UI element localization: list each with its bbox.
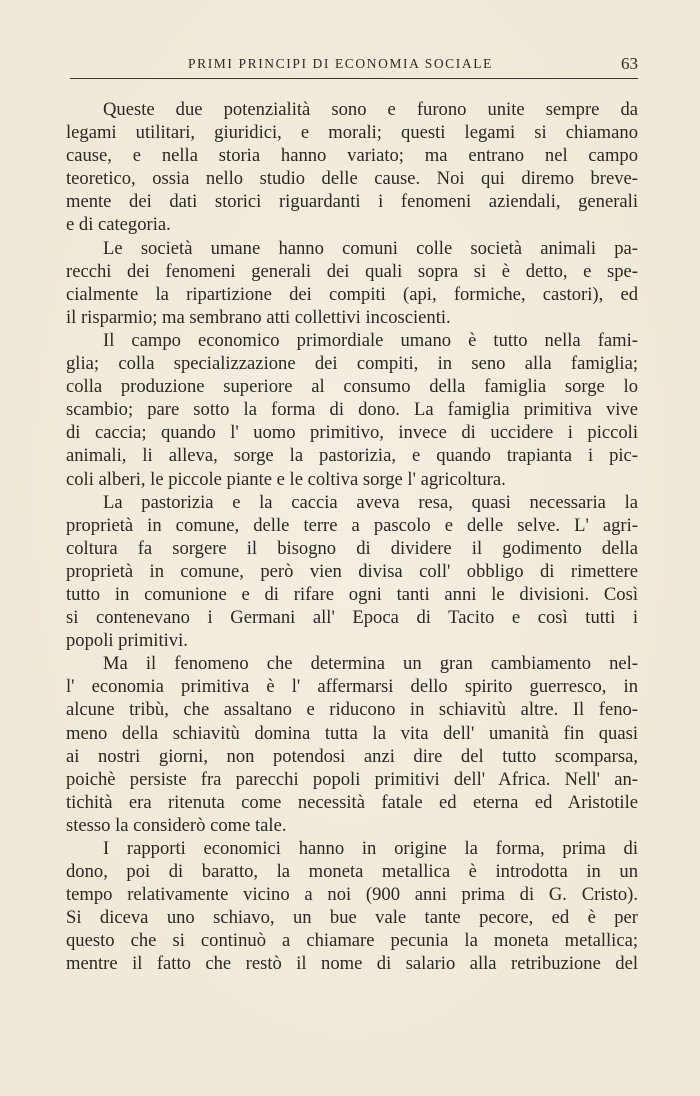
- page-number: 63: [621, 54, 638, 73]
- text-line: mentre il fatto che restò il nome di salario alla retribuzione del: [66, 953, 638, 975]
- text-line: scambio; pare sotto la forma di dono. La famiglia primitiva vive: [66, 399, 638, 421]
- text-line: Si diceva uno schiavo, un bue vale tante pecore, ed è per: [66, 907, 638, 929]
- header-rule: [70, 78, 638, 79]
- running-title: PRIMI PRINCIPI DI ECONOMIA SOCIALE: [188, 56, 493, 71]
- body-text: [66, 98, 638, 976]
- text-line: tutto in comunione e di rifare ogni tanti anni le divisioni. Così: [66, 583, 638, 605]
- text-line: l' economia primitiva è l' affermarsi dello spirito guerresco, in: [66, 676, 638, 698]
- text-line: alcune tribù, che assaltano e riducono in schiavitù altre. Il feno-: [66, 699, 638, 721]
- text-line: di caccia; quando l' uomo primitivo, invece di uccidere i piccoli: [66, 422, 638, 444]
- text-line: dono, poi di baratto, la moneta metallica è introdotta in un: [66, 861, 638, 883]
- text-line: legami utilitari, giuridici, e morali; questi legami si chiamano: [66, 122, 638, 144]
- text-line: Le società umane hanno comuni colle società animali pa-: [103, 237, 638, 259]
- text-line: La pastorizia e la caccia aveva resa, quasi necessaria la: [103, 491, 638, 513]
- text-line: ai nostri giorni, non potendosi anzi dire del tutto scomparsa,: [66, 745, 638, 767]
- text-line: cialmente la ripartizione dei compiti (api, formiche, castori), ed: [66, 283, 638, 305]
- text-line: proprietà in comune, delle terre a pascolo e delle selve. L' agri-: [66, 514, 638, 536]
- text-line: I rapporti economici hanno in origine la forma, prima di: [103, 838, 638, 859]
- text-line: e di categoria.: [66, 214, 171, 236]
- text-line: stesso la considerò come tale.: [66, 814, 287, 836]
- text-line: tichità era ritenuta come necessità fatale ed eterna ed Aristotile: [66, 791, 638, 813]
- text-line: cause, e nella storia hanno variato; ma entrano nel campo: [66, 145, 638, 167]
- text-line: animali, li alleva, sorge la pastorizia, e quando trapianta i pic-: [66, 445, 638, 467]
- text-line: teoretico, ossia nello studio delle cause. Noi qui diremo breve-: [66, 168, 638, 190]
- text-line: questo che si continuò a chiamare pecunia la moneta metallica;: [66, 930, 638, 952]
- text-line: poichè persiste fra parecchi popoli primitivi dell' Africa. Nell' an-: [66, 768, 638, 790]
- text-line: mente dei dati storici riguardanti i fenomeni aziendali, generali: [66, 191, 638, 213]
- running-head: [70, 54, 638, 76]
- text-line: Queste due potenzialità sono e furono unite sempre da: [103, 99, 638, 120]
- text-line: Il campo economico primordiale umano è tutto nella fami-: [103, 329, 638, 351]
- text-line: il risparmio; ma sembrano atti collettivi incoscienti.: [66, 306, 451, 328]
- text-line: meno della schiavitù domina tutta la vita dell' umanità fin quasi: [66, 722, 638, 744]
- text-line: proprietà in comune, però vien divisa coll' obbligo di rimettere: [66, 560, 638, 582]
- text-line: coltura fa sorgere il bisogno di dividere il godimento della: [66, 537, 638, 559]
- text-line: colla produzione superiore al consumo della famiglia sorge lo: [66, 376, 638, 398]
- text-line: glia; colla specializzazione dei compiti, in seno alla famiglia;: [66, 353, 638, 375]
- text-line: coli alberi, le piccole piante e le coltiva sorge l' agricoltura.: [66, 468, 506, 490]
- text-line: tempo relativamente vicino a noi (900 anni prima di G. Cristo).: [66, 884, 638, 906]
- text-line: popoli primitivi.: [66, 630, 188, 652]
- text-line: Ma il fenomeno che determina un gran cambiamento nel-: [103, 653, 638, 675]
- text-line: si contenevano i Germani all' Epoca di Tacito e così tutti i: [66, 607, 638, 629]
- text-line: recchi dei fenomeni generali dei quali sopra si è detto, e spe-: [66, 260, 638, 282]
